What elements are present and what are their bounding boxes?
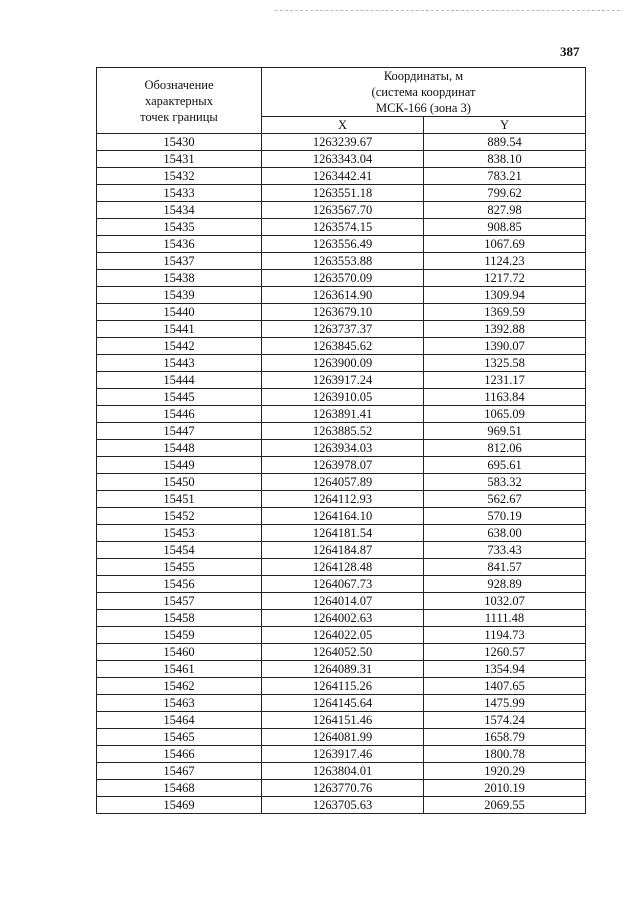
table-row [97,491,586,508]
table-body [97,134,586,814]
x-coordinate-cell: 1263910.05 [262,389,424,406]
point-id-cell: 15464 [97,712,262,729]
table-row [97,321,586,338]
table-row [97,219,586,236]
point-id-cell: 15436 [97,236,262,253]
y-coordinate-cell: 827.98 [424,202,586,219]
x-coordinate-cell: 1263551.18 [262,185,424,202]
y-coordinate-cell: 1392.88 [424,321,586,338]
x-coordinate-cell: 1264014.07 [262,593,424,610]
table-row [97,661,586,678]
y-coordinate-cell: 908.85 [424,219,586,236]
table-row [97,576,586,593]
header-point-line-3: точек границы [140,109,218,124]
y-coordinate-cell: 583.32 [424,474,586,491]
table-row [97,372,586,389]
y-coordinate-cell: 1800.78 [424,746,586,763]
table-row [97,559,586,576]
table-row [97,627,586,644]
point-id-cell: 15437 [97,253,262,270]
point-id-cell: 15463 [97,695,262,712]
table-row [97,236,586,253]
point-id-cell: 15469 [97,797,262,814]
table-row [97,508,586,525]
x-coordinate-cell: 1263804.01 [262,763,424,780]
y-coordinate-cell: 1325.58 [424,355,586,372]
x-coordinate-cell: 1263891.41 [262,406,424,423]
y-coordinate-cell: 1124.23 [424,253,586,270]
x-coordinate-cell: 1263570.09 [262,270,424,287]
table-row [97,457,586,474]
y-coordinate-cell: 841.57 [424,559,586,576]
x-coordinate-cell: 1264112.93 [262,491,424,508]
point-id-cell: 15462 [97,678,262,695]
table-row [97,287,586,304]
point-id-cell: 15444 [97,372,262,389]
point-id-cell: 15447 [97,423,262,440]
point-id-cell: 15460 [97,644,262,661]
y-coordinate-cell: 2010.19 [424,780,586,797]
table-row [97,168,586,185]
x-coordinate-cell: 1264184.87 [262,542,424,559]
x-coordinate-cell: 1263917.46 [262,746,424,763]
point-id-cell: 15466 [97,746,262,763]
table-row [97,270,586,287]
y-coordinate-cell: 562.67 [424,491,586,508]
table-row [97,440,586,457]
y-coordinate-cell: 638.00 [424,525,586,542]
point-id-cell: 15454 [97,542,262,559]
x-coordinate-cell: 1264145.64 [262,695,424,712]
y-coordinate-cell: 1194.73 [424,627,586,644]
x-coordinate-cell: 1264151.46 [262,712,424,729]
point-id-cell: 15468 [97,780,262,797]
point-id-cell: 15449 [97,457,262,474]
table-row [97,355,586,372]
y-coordinate-cell: 2069.55 [424,797,586,814]
point-id-cell: 15441 [97,321,262,338]
x-coordinate-cell: 1263556.49 [262,236,424,253]
table-row [97,151,586,168]
point-id-cell: 15453 [97,525,262,542]
table-row [97,525,586,542]
y-coordinate-cell: 1658.79 [424,729,586,746]
y-coordinate-cell: 1309.94 [424,287,586,304]
header-x: X [262,117,424,134]
y-coordinate-cell: 1354.94 [424,661,586,678]
point-id-cell: 15431 [97,151,262,168]
header-coords-line-3: МСК-166 (зона 3) [376,101,471,115]
table-row [97,763,586,780]
header-point-line-1: Обозначение [144,77,214,92]
y-coordinate-cell: 1163.84 [424,389,586,406]
point-id-cell: 15433 [97,185,262,202]
table-row [97,678,586,695]
x-coordinate-cell: 1263239.67 [262,134,424,151]
header-coordinates [262,68,586,117]
table-row [97,253,586,270]
x-coordinate-cell: 1263770.76 [262,780,424,797]
point-id-cell: 15467 [97,763,262,780]
point-id-cell: 15455 [97,559,262,576]
point-id-cell: 15465 [97,729,262,746]
table-row [97,389,586,406]
x-coordinate-cell: 1263679.10 [262,304,424,321]
x-coordinate-cell: 1264081.99 [262,729,424,746]
table-row [97,610,586,627]
x-coordinate-cell: 1263442.41 [262,168,424,185]
table-row [97,695,586,712]
point-id-cell: 15458 [97,610,262,627]
y-coordinate-cell: 1217.72 [424,270,586,287]
y-coordinate-cell: 1390.07 [424,338,586,355]
table-row [97,746,586,763]
table-row [97,780,586,797]
point-id-cell: 15442 [97,338,262,355]
y-coordinate-cell: 799.62 [424,185,586,202]
y-coordinate-cell: 1065.09 [424,406,586,423]
x-coordinate-cell: 1264181.54 [262,525,424,542]
table-row [97,644,586,661]
point-id-cell: 15446 [97,406,262,423]
x-coordinate-cell: 1264067.73 [262,576,424,593]
header-y: Y [424,117,586,134]
x-coordinate-cell: 1264115.26 [262,678,424,695]
point-id-cell: 15457 [97,593,262,610]
x-coordinate-cell: 1263574.15 [262,219,424,236]
point-id-cell: 15430 [97,134,262,151]
y-coordinate-cell: 1475.99 [424,695,586,712]
table-row [97,593,586,610]
point-id-cell: 15456 [97,576,262,593]
point-id-cell: 15440 [97,304,262,321]
y-coordinate-cell: 1574.24 [424,712,586,729]
point-id-cell: 15459 [97,627,262,644]
y-coordinate-cell: 838.10 [424,151,586,168]
x-coordinate-cell: 1264089.31 [262,661,424,678]
table-row [97,185,586,202]
point-id-cell: 15439 [97,287,262,304]
point-id-cell: 15438 [97,270,262,287]
point-id-cell: 15435 [97,219,262,236]
table-row [97,797,586,814]
page-number: 387 [560,44,580,59]
x-coordinate-cell: 1264002.63 [262,610,424,627]
header-coords-line-1: Координаты, м [383,69,464,83]
point-id-cell: 15434 [97,202,262,219]
point-id-cell: 15461 [97,661,262,678]
table-row [97,202,586,219]
x-coordinate-cell: 1264022.05 [262,627,424,644]
y-coordinate-cell: 783.21 [424,168,586,185]
x-coordinate-cell: 1264164.10 [262,508,424,525]
y-coordinate-cell: 969.51 [424,423,586,440]
header-point-line-2: характерных [145,93,213,108]
scan-artifact-line [275,10,620,17]
y-coordinate-cell: 1407.65 [424,678,586,695]
x-coordinate-cell: 1263705.63 [262,797,424,814]
x-coordinate-cell: 1263614.90 [262,287,424,304]
x-coordinate-cell: 1263917.24 [262,372,424,389]
x-coordinate-cell: 1263553.88 [262,253,424,270]
point-id-cell: 15445 [97,389,262,406]
point-id-cell: 15451 [97,491,262,508]
y-coordinate-cell: 1032.07 [424,593,586,610]
header-point-designation [97,68,262,134]
table-row [97,423,586,440]
y-coordinate-cell: 570.19 [424,508,586,525]
header-coords-line-2: (система координат [371,85,476,99]
table-row [97,729,586,746]
y-coordinate-cell: 812.06 [424,440,586,457]
table-row [97,474,586,491]
x-coordinate-cell: 1263885.52 [262,423,424,440]
coordinates-table [96,67,586,814]
x-coordinate-cell: 1264052.50 [262,644,424,661]
point-id-cell: 15448 [97,440,262,457]
point-id-cell: 15432 [97,168,262,185]
table-row [97,542,586,559]
table-row [97,338,586,355]
table-row [97,134,586,151]
y-coordinate-cell: 695.61 [424,457,586,474]
point-id-cell: 15443 [97,355,262,372]
x-coordinate-cell: 1263845.62 [262,338,424,355]
y-coordinate-cell: 1260.57 [424,644,586,661]
point-id-cell: 15452 [97,508,262,525]
x-coordinate-cell: 1263567.70 [262,202,424,219]
table-row [97,406,586,423]
y-coordinate-cell: 733.43 [424,542,586,559]
y-coordinate-cell: 928.89 [424,576,586,593]
y-coordinate-cell: 1920.29 [424,763,586,780]
table-row [97,304,586,321]
point-id-cell: 15450 [97,474,262,491]
x-coordinate-cell: 1264128.48 [262,559,424,576]
y-coordinate-cell: 1231.17 [424,372,586,389]
x-coordinate-cell: 1264057.89 [262,474,424,491]
x-coordinate-cell: 1263934.03 [262,440,424,457]
table-row [97,712,586,729]
x-coordinate-cell: 1263737.37 [262,321,424,338]
x-coordinate-cell: 1263900.09 [262,355,424,372]
y-coordinate-cell: 1369.59 [424,304,586,321]
y-coordinate-cell: 1111.48 [424,610,586,627]
y-coordinate-cell: 1067.69 [424,236,586,253]
x-coordinate-cell: 1263978.07 [262,457,424,474]
x-coordinate-cell: 1263343.04 [262,151,424,168]
y-coordinate-cell: 889.54 [424,134,586,151]
